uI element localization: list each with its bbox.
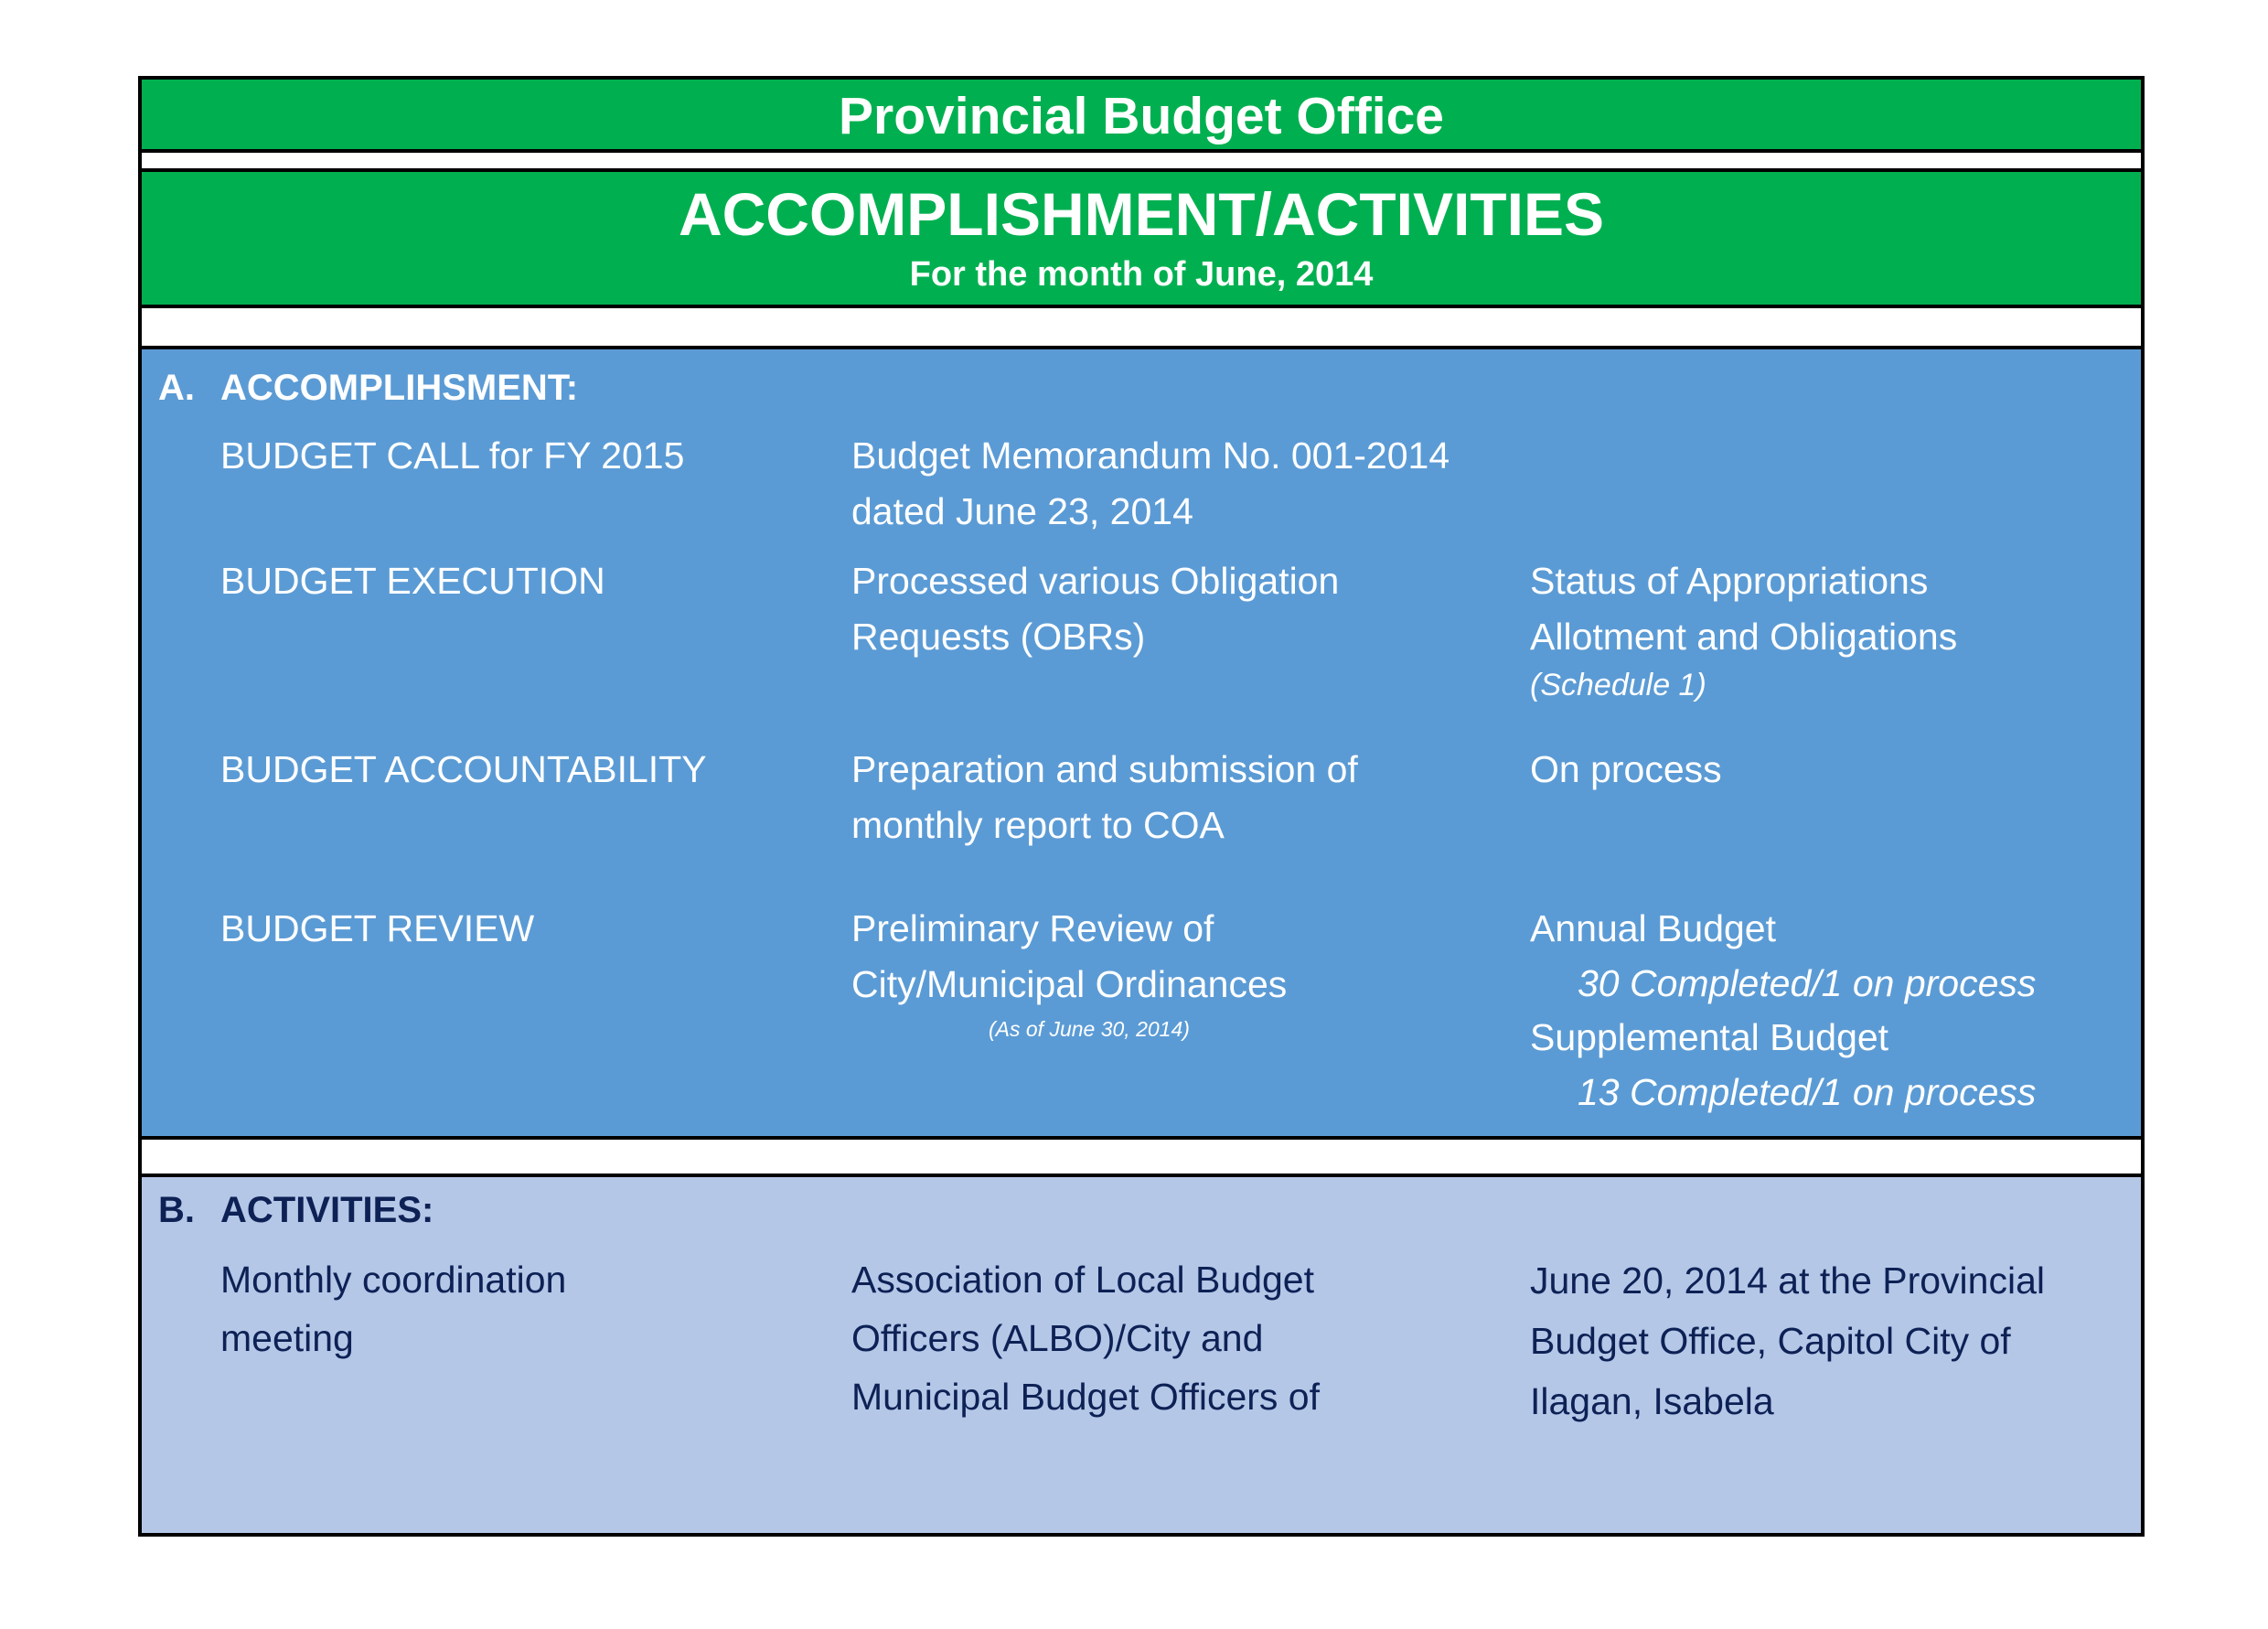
report-period: For the month of June, 2014 [909, 255, 1374, 294]
row-detail-budget-execution [851, 553, 1339, 665]
row-detail-budget-review [851, 901, 1287, 1013]
status-note: (Schedule 1) [1530, 668, 1706, 702]
status-line-supplemental-count: 13 Completed/1 on process [1578, 1071, 2037, 1113]
row-detail-budget-call [851, 428, 1450, 540]
detail-line: Officers (ALBO)/City and [851, 1317, 1264, 1359]
activities-letter: B. [158, 1190, 195, 1230]
row-label-budget-call: BUDGET CALL for FY 2015 [220, 434, 685, 477]
detail-line: Preliminary Review of [851, 907, 1214, 949]
row-status-budget-execution [1530, 553, 1957, 705]
row-label-budget-accountability: BUDGET ACCOUNTABILITY [220, 748, 707, 790]
row-detail-budget-accountability [851, 742, 1358, 853]
detail-line: dated June 23, 2014 [851, 490, 1193, 532]
accomplishment-letter: A. [158, 368, 195, 408]
label-line: meeting [220, 1317, 354, 1359]
row-label-budget-review: BUDGET REVIEW [220, 907, 535, 949]
status-line: Allotment and Obligations [1530, 616, 1958, 658]
row-label-budget-execution: BUDGET EXECUTION [220, 560, 605, 602]
detail-line: Processed various Obligation [851, 560, 1340, 602]
row-status-budget-accountability: On process [1530, 748, 1722, 790]
activity-status [1530, 1250, 2045, 1431]
status-line: Ilagan, Isabela [1530, 1380, 1774, 1422]
report-frame [138, 76, 2145, 1537]
accomplishment-section [142, 346, 2141, 1140]
status-line: June 20, 2014 at the Provincial [1530, 1259, 2045, 1302]
status-line: Annual Budget [1530, 907, 1777, 949]
label-line: Monthly coordination [220, 1259, 567, 1301]
activities-heading: ACTIVITIES: [220, 1190, 434, 1230]
activities-section [142, 1174, 2141, 1533]
detail-line: City/Municipal Ordinances [851, 963, 1288, 1005]
status-line: Budget Office, Capitol City of [1530, 1320, 2011, 1362]
detail-line: Preparation and submission of [851, 748, 1358, 790]
report-title: ACCOMPLISHMENT/ACTIVITIES [678, 180, 1604, 248]
activity-detail [851, 1250, 1320, 1426]
review-as-of-note: (As of June 30, 2014) [989, 1017, 1190, 1041]
detail-line: monthly report to COA [851, 804, 1225, 846]
detail-line: Municipal Budget Officers of [851, 1376, 1320, 1418]
row-status-budget-review [1530, 901, 2036, 1119]
detail-line: Budget Memorandum No. 001-2014 [851, 434, 1450, 477]
detail-line: Association of Local Budget [851, 1259, 1314, 1301]
status-line-annual-count: 30 Completed/1 on process [1578, 962, 2037, 1004]
status-line: Status of Appropriations [1530, 560, 1929, 602]
status-line: Supplemental Budget [1530, 1016, 1889, 1058]
activity-label [220, 1250, 566, 1367]
office-banner [142, 80, 2141, 153]
title-banner [142, 168, 2141, 308]
detail-line: Requests (OBRs) [851, 616, 1146, 658]
office-name: Provincial Budget Office [839, 87, 1444, 145]
accomplishment-heading: ACCOMPLIHSMENT: [220, 368, 579, 408]
